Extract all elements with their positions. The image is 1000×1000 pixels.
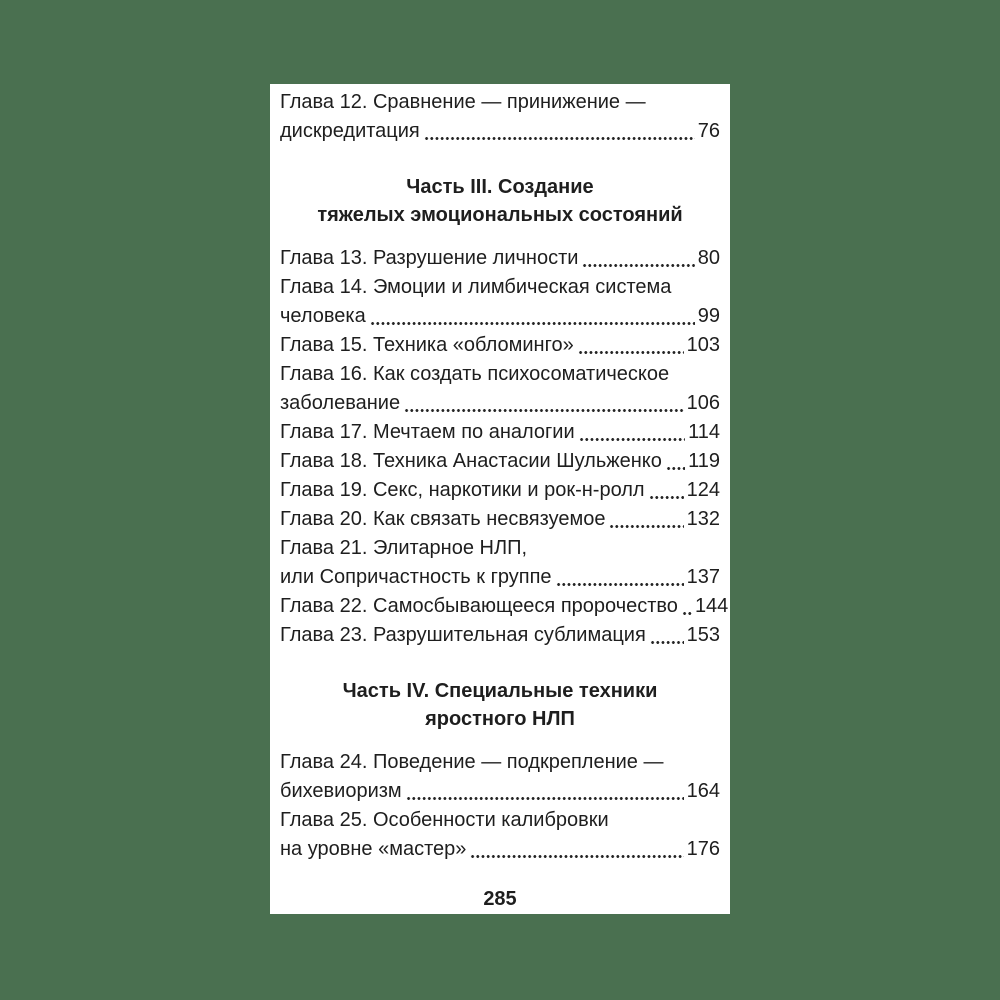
part-heading-line2: тяжелых эмоциональных состояний — [317, 204, 683, 226]
toc-page-number: 164 — [686, 780, 720, 802]
toc-leader-dots — [649, 494, 684, 501]
toc-entry-title-continuation: бихевиоризм — [280, 780, 402, 802]
toc-page-number: 153 — [686, 624, 720, 646]
toc-entry — [280, 88, 720, 146]
toc-entry-title: Глава 15. Техника «обломинго» — [280, 334, 574, 356]
toc-page-number: 176 — [686, 838, 720, 860]
toc-entry-title-continuation: дискредитация — [280, 120, 420, 142]
toc-page-number: 76 — [697, 120, 720, 142]
toc-entry-title: Глава 24. Поведение — подкрепление — — [280, 751, 664, 773]
toc-entry-title: Глава 20. Как связать несвязуемое — [280, 508, 606, 530]
toc-entry — [280, 806, 720, 864]
toc-page-number: 137 — [686, 566, 720, 588]
toc-leader-dots — [666, 465, 685, 472]
toc-leader-dots — [470, 853, 683, 860]
toc-entry — [280, 592, 729, 621]
toc-entry-title-continuation: заболевание — [280, 392, 401, 414]
table-of-contents — [280, 88, 729, 864]
toc-entry-title: Глава 25. Особенности калибровки — [280, 809, 609, 831]
toc-page-number: 80 — [697, 247, 720, 269]
toc-entry-title: Глава 23. Разрушительная сублимация — [280, 624, 646, 646]
toc-entry — [280, 534, 720, 592]
toc-entry-title: Глава 13. Разрушение личности — [280, 247, 579, 269]
toc-leader-dots — [406, 795, 684, 802]
toc-entry — [280, 273, 720, 331]
toc-leader-dots — [609, 523, 683, 530]
toc-leader-dots — [370, 320, 695, 327]
part-heading-line2: яростного НЛП — [425, 708, 575, 730]
toc-leader-dots — [650, 639, 684, 646]
toc-entry — [280, 244, 720, 273]
toc-entry — [280, 748, 720, 806]
toc-entry — [280, 476, 720, 505]
toc-page-number: 119 — [688, 450, 720, 472]
toc-entry-title: Глава 14. Эмоции и лимбическая система — [280, 276, 672, 298]
page-number-footer: 285 — [483, 888, 517, 910]
part-heading-line1: Часть III. Создание — [406, 176, 594, 198]
toc-page-number: 144 — [694, 595, 729, 617]
toc-entry-title: Глава 21. Элитарное НЛП, — [280, 537, 528, 559]
toc-page-number: 132 — [686, 508, 720, 530]
toc-page-number: 106 — [686, 392, 720, 414]
toc-entry-title-continuation: на уровне «мастер» — [280, 838, 467, 860]
book-page — [270, 84, 730, 914]
toc-leader-dots — [556, 581, 684, 588]
toc-page-number: 99 — [697, 305, 720, 327]
toc-entry-title-continuation: человека — [280, 305, 366, 327]
toc-entry-title: Глава 12. Сравнение — принижение — — [280, 91, 646, 113]
part-heading — [280, 173, 720, 229]
toc-leader-dots — [578, 349, 684, 356]
toc-leader-dots — [579, 436, 685, 443]
toc-page-number: 114 — [688, 421, 720, 443]
toc-entry — [280, 331, 720, 360]
toc-entry-title: Глава 17. Мечтаем по аналогии — [280, 421, 575, 443]
toc-entry-title: Глава 18. Техника Анастасии Шульженко — [280, 450, 662, 472]
toc-leader-dots — [682, 610, 692, 617]
toc-entry — [280, 447, 720, 476]
toc-entry-title: Глава 16. Как создать психосоматическое — [280, 363, 670, 385]
toc-entry — [280, 360, 720, 418]
part-heading — [280, 677, 720, 733]
part-heading-line1: Часть IV. Специальные техники — [342, 680, 658, 702]
toc-leader-dots — [424, 135, 695, 142]
toc-entry — [280, 505, 720, 534]
toc-entry-title: Глава 22. Самосбывающееся пророчество — [280, 595, 678, 617]
toc-entry — [280, 621, 720, 650]
toc-entry — [280, 418, 720, 447]
toc-leader-dots — [404, 407, 684, 414]
toc-entry-title-continuation: или Сопричастность к группе — [280, 566, 552, 588]
toc-leader-dots — [582, 262, 694, 269]
toc-entry-title: Глава 19. Секс, наркотики и рок-н-ролл — [280, 479, 645, 501]
toc-page-number: 103 — [686, 334, 720, 356]
toc-page-number: 124 — [686, 479, 720, 501]
